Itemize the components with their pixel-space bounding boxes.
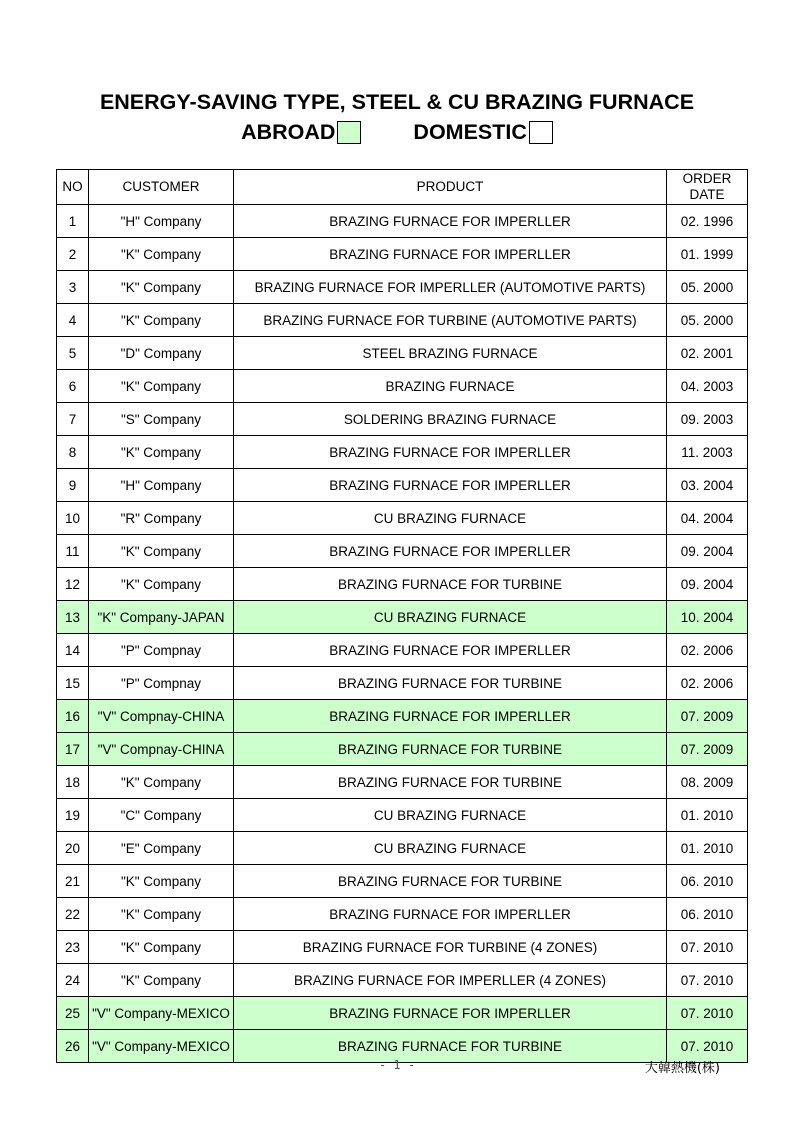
table-row (57, 436, 748, 469)
row-no: 19 (57, 799, 89, 832)
legend-abroad-swatch (337, 121, 361, 144)
row-customer: "K" Company (89, 370, 234, 403)
row-product: SOLDERING BRAZING FURNACE (234, 403, 667, 436)
table-row (57, 469, 748, 502)
row-no: 23 (57, 931, 89, 964)
company-name: 大韓熱機(株) (644, 1061, 720, 1076)
row-no: 15 (57, 667, 89, 700)
row-order-date: 08. 2009 (667, 766, 748, 799)
header-product: PRODUCT (234, 170, 667, 205)
row-customer: "S" Company (89, 403, 234, 436)
row-product: BRAZING FURNACE FOR TURBINE (234, 766, 667, 799)
row-order-date: 06. 2010 (667, 865, 748, 898)
row-order-date: 07. 2010 (667, 997, 748, 1030)
table-row (57, 898, 748, 931)
row-product: BRAZING FURNACE FOR TURBINE (4 ZONES) (234, 931, 667, 964)
table-row (57, 601, 748, 634)
row-product: BRAZING FURNACE FOR TURBINE (234, 733, 667, 766)
row-product: BRAZING FURNACE FOR IMPERLLER (234, 898, 667, 931)
table-row (57, 634, 748, 667)
page-number: - 1 - (378, 1058, 416, 1072)
row-customer: "P" Compnay (89, 667, 234, 700)
row-no: 3 (57, 271, 89, 304)
row-order-date: 11. 2003 (667, 436, 748, 469)
row-product: BRAZING FURNACE FOR IMPERLLER (234, 205, 667, 238)
row-customer: "V" Company-MEXICO (89, 997, 234, 1030)
row-customer: "K" Company (89, 271, 234, 304)
row-product: STEEL BRAZING FURNACE (234, 337, 667, 370)
row-no: 7 (57, 403, 89, 436)
row-order-date: 07. 2010 (667, 1030, 748, 1063)
row-order-date: 04. 2003 (667, 370, 748, 403)
row-no: 16 (57, 700, 89, 733)
row-customer: "K" Company (89, 964, 234, 997)
row-no: 1 (57, 205, 89, 238)
row-order-date: 10. 2004 (667, 601, 748, 634)
row-order-date: 05. 2000 (667, 304, 748, 337)
header-order-date-line2: DATE (689, 187, 725, 202)
row-order-date: 02. 2006 (667, 667, 748, 700)
table-row (57, 799, 748, 832)
row-customer: "E" Company (89, 832, 234, 865)
table-row (57, 964, 748, 997)
table-row (57, 865, 748, 898)
table-row (57, 535, 748, 568)
row-product: BRAZING FURNACE FOR IMPERLLER (234, 535, 667, 568)
row-customer: "V" Company-MEXICO (89, 1030, 234, 1063)
row-order-date: 01. 1999 (667, 238, 748, 271)
row-no: 12 (57, 568, 89, 601)
row-product: BRAZING FURNACE FOR TURBINE (234, 1030, 667, 1063)
header-no: NO (57, 170, 89, 205)
legend (0, 120, 794, 145)
row-order-date: 02. 2001 (667, 337, 748, 370)
row-customer: "K" Company (89, 766, 234, 799)
row-customer: "H" Company (89, 469, 234, 502)
document-title: ENERGY-SAVING TYPE, STEEL & CU BRAZING FURNACE (99, 90, 695, 114)
row-customer: "K" Company (89, 304, 234, 337)
row-product: BRAZING FURNACE FOR IMPERLLER (234, 469, 667, 502)
row-customer: "K" Company (89, 535, 234, 568)
table-row (57, 205, 748, 238)
row-no: 6 (57, 370, 89, 403)
row-no: 22 (57, 898, 89, 931)
row-no: 4 (57, 304, 89, 337)
table-header-row (57, 170, 748, 205)
row-order-date: 02. 1996 (667, 205, 748, 238)
table-row (57, 700, 748, 733)
row-order-date: 04. 2004 (667, 502, 748, 535)
table-row (57, 667, 748, 700)
header-order-date-line1: ORDER (682, 171, 732, 186)
table-row (57, 238, 748, 271)
row-product: BRAZING FURNACE FOR TURBINE (234, 667, 667, 700)
row-customer: "V" Compnay-CHINA (89, 700, 234, 733)
table-row (57, 931, 748, 964)
legend-domestic-swatch (529, 121, 553, 144)
row-customer: "K" Company (89, 865, 234, 898)
legend-domestic-label: DOMESTIC (413, 120, 527, 144)
row-order-date: 09. 2003 (667, 403, 748, 436)
row-no: 5 (57, 337, 89, 370)
row-customer: "P" Compnay (89, 634, 234, 667)
row-customer: "K" Company (89, 568, 234, 601)
row-no: 26 (57, 1030, 89, 1063)
row-product: BRAZING FURNACE FOR TURBINE (AUTOMOTIVE PARTS) (234, 304, 667, 337)
row-no: 25 (57, 997, 89, 1030)
table-row (57, 568, 748, 601)
table-row (57, 271, 748, 304)
row-product: BRAZING FURNACE FOR IMPERLLER (234, 238, 667, 271)
row-no: 10 (57, 502, 89, 535)
row-product: CU BRAZING FURNACE (234, 832, 667, 865)
row-customer: "K" Company (89, 898, 234, 931)
row-order-date: 07. 2010 (667, 964, 748, 997)
header-customer: CUSTOMER (89, 170, 234, 205)
table-row (57, 403, 748, 436)
row-no: 21 (57, 865, 89, 898)
row-product: BRAZING FURNACE FOR TURBINE (234, 568, 667, 601)
header-order-date (667, 170, 748, 205)
row-customer: "C" Company (89, 799, 234, 832)
row-customer: "K" Company (89, 436, 234, 469)
table-row (57, 337, 748, 370)
table-row (57, 304, 748, 337)
row-no: 2 (57, 238, 89, 271)
row-product: BRAZING FURNACE FOR IMPERLLER (234, 436, 667, 469)
row-no: 11 (57, 535, 89, 568)
row-no: 9 (57, 469, 89, 502)
row-customer: "K" Company-JAPAN (89, 601, 234, 634)
row-order-date: 06. 2010 (667, 898, 748, 931)
row-product: BRAZING FURNACE FOR IMPERLLER (234, 997, 667, 1030)
table-row (57, 370, 748, 403)
row-customer: "K" Company (89, 931, 234, 964)
table-row (57, 766, 748, 799)
row-no: 24 (57, 964, 89, 997)
row-order-date: 01. 2010 (667, 832, 748, 865)
row-order-date: 01. 2010 (667, 799, 748, 832)
row-no: 18 (57, 766, 89, 799)
row-product: CU BRAZING FURNACE (234, 502, 667, 535)
legend-abroad-label: ABROAD (241, 120, 336, 144)
row-order-date: 03. 2004 (667, 469, 748, 502)
row-customer: "D" Company (89, 337, 234, 370)
table-row (57, 502, 748, 535)
row-no: 20 (57, 832, 89, 865)
row-product: BRAZING FURNACE (234, 370, 667, 403)
row-product: BRAZING FURNACE FOR IMPERLLER (234, 700, 667, 733)
row-product: BRAZING FURNACE FOR IMPERLLER (234, 634, 667, 667)
row-product: CU BRAZING FURNACE (234, 799, 667, 832)
order-table (56, 169, 748, 1063)
row-no: 17 (57, 733, 89, 766)
row-order-date: 07. 2009 (667, 700, 748, 733)
row-product: CU BRAZING FURNACE (234, 601, 667, 634)
row-order-date: 09. 2004 (667, 568, 748, 601)
row-order-date: 09. 2004 (667, 535, 748, 568)
row-order-date: 05. 2000 (667, 271, 748, 304)
row-product: BRAZING FURNACE FOR IMPERLLER (AUTOMOTIVE PARTS) (234, 271, 667, 304)
row-order-date: 02. 2006 (667, 634, 748, 667)
row-product: BRAZING FURNACE FOR IMPERLLER (4 ZONES) (234, 964, 667, 997)
table-row (57, 997, 748, 1030)
row-order-date: 07. 2010 (667, 931, 748, 964)
row-customer: "R" Company (89, 502, 234, 535)
table-row (57, 832, 748, 865)
table-row (57, 733, 748, 766)
row-order-date: 07. 2009 (667, 733, 748, 766)
row-no: 8 (57, 436, 89, 469)
row-customer: "V" Compnay-CHINA (89, 733, 234, 766)
row-no: 14 (57, 634, 89, 667)
row-product: BRAZING FURNACE FOR TURBINE (234, 865, 667, 898)
row-no: 13 (57, 601, 89, 634)
row-customer: "H" Company (89, 205, 234, 238)
row-customer: "K" Company (89, 238, 234, 271)
